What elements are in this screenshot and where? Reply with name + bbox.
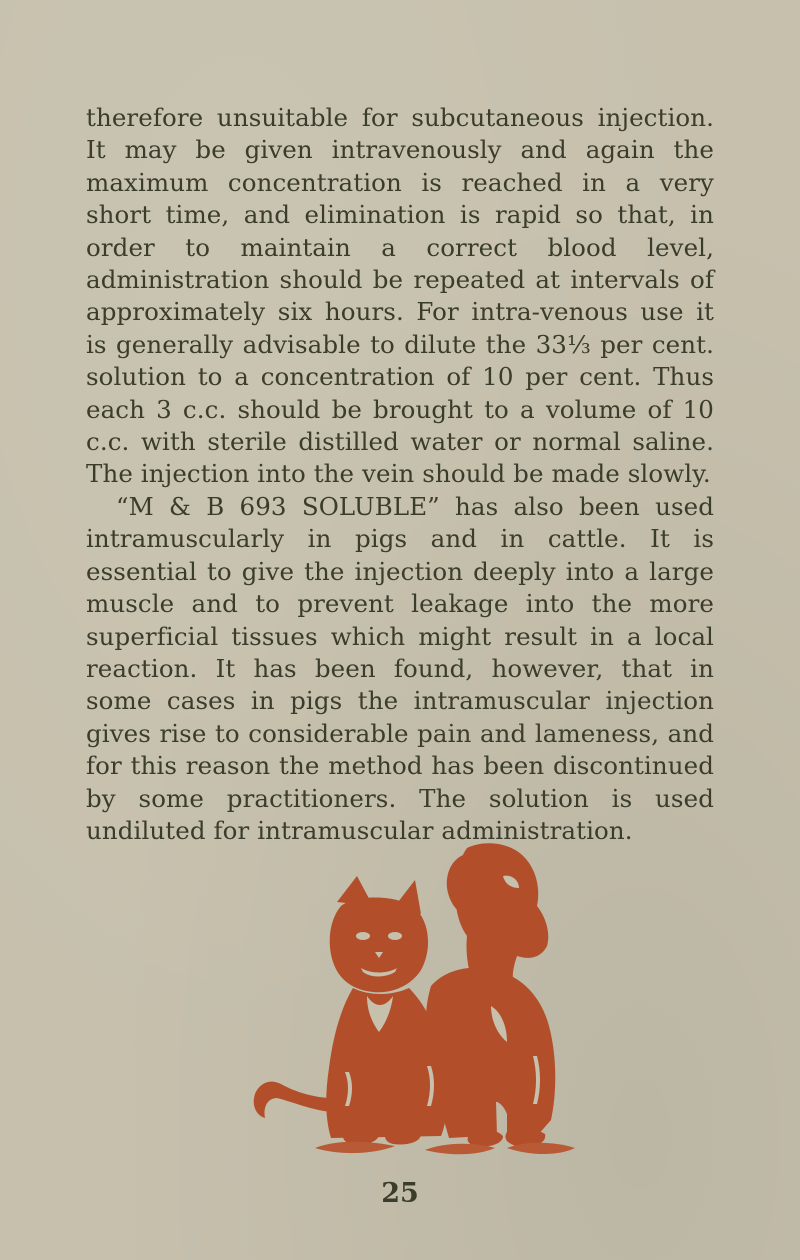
paragraph-2: “M & B 693 SOLUBLE” has also been used intramuscularly in pigs and in cattle. It is essential to give the injection deeply into a large muscle and to prevent leakage into the more superficial tissues which might result in a local reaction. It has been found, however, that in some cases in pigs the intramuscular injection gives rise to considerable pain and lameness, and for this reason the method has been discontinued by some practitioners. The solution is used undiluted for intramuscular administration. bbox=[86, 491, 714, 845]
paragraph-1: therefore unsuitable for subcutaneous injection. It may be given intravenously and again the maximum concentration is reached in a very short time, and elimination is rapid so that, in order to maintain a correct blood level, administration should be repeated at intervals of approximately six hours. For intra-venous use it is generally advisable to dilute the 33⅓ per cent. solution to a concentration of 10 per cent. Thus each 3 c.c. should be brought to a volume of 10 c.c. with sterile distilled water or normal saline. The injection into the vein should be made slowly. bbox=[86, 103, 714, 489]
page-number: 25 bbox=[381, 1178, 419, 1209]
sitting-cat-and-dog-icon bbox=[245, 836, 585, 1166]
cat-and-dog-illustration bbox=[245, 836, 585, 1166]
body-text bbox=[86, 102, 714, 847]
